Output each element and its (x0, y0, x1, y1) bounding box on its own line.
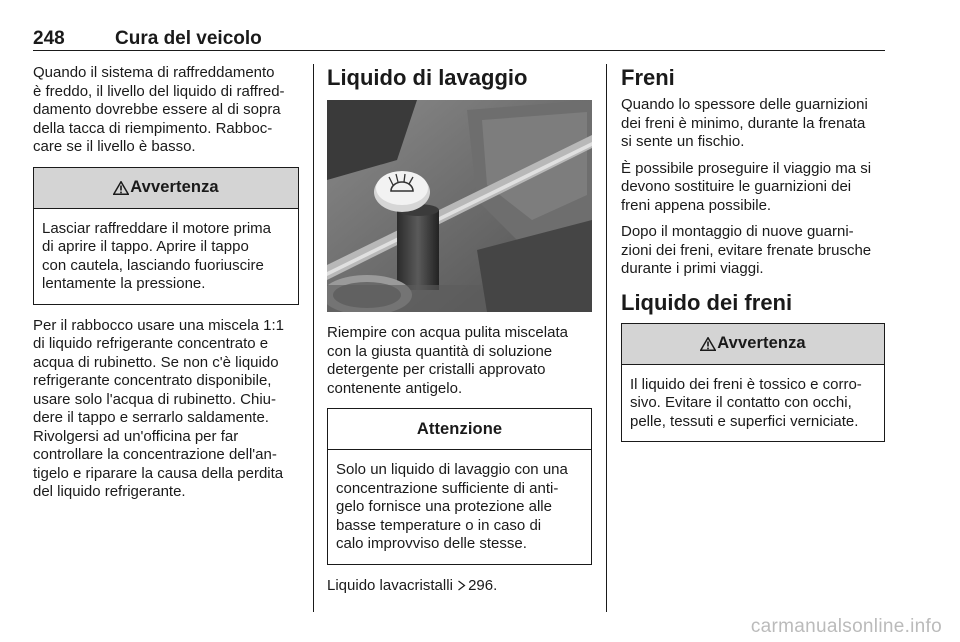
text-line: dere il tappo e serrarlo saldamente. (33, 409, 269, 426)
text-line: concentrazione sufficiente di anti- (336, 479, 559, 497)
text-line: di liquido refrigerante concentrato e (33, 335, 269, 352)
text-line: sivo. Evitare il contatto con occhi, (630, 394, 852, 411)
warning-title: Avvertenza (130, 178, 219, 196)
caution-box (327, 408, 592, 565)
text-line: Quando il sistema di raffreddamento (33, 64, 275, 81)
text-line: controllare la concentrazione dell'an- (33, 446, 277, 463)
text-line: care se il livello è basso. (33, 138, 196, 155)
warning-header (34, 168, 298, 209)
caution-header (328, 409, 591, 450)
reference-page: 296. (468, 576, 498, 594)
watermark: carmanualsonline.info (750, 616, 942, 637)
section-heading: Liquido di lavaggio (327, 65, 528, 90)
text-line: pelle, tessuti e superfici verniciate. (630, 412, 859, 430)
brakes-paragraph-3 (621, 223, 885, 279)
text-line: tigelo e riparare la causa della perdita (33, 464, 284, 482)
text-line: Dopo il montaggio di nuove guarni- (621, 223, 854, 240)
text-line: durante i primi viaggi. (621, 260, 764, 277)
text-line: Lasciar raffreddare il motore prima (42, 219, 271, 237)
warning-box (621, 323, 885, 443)
text-line: lentamente la pressione. (42, 275, 206, 292)
text-line: è freddo, il livello del liquido di raffred- (33, 82, 285, 100)
text-line: della tacca di riempimento. Rabboc- (33, 119, 273, 137)
warning-box (33, 167, 299, 305)
brakes-paragraph-1 (621, 96, 885, 152)
text-line: devono sostituire le guarnizioni dei (621, 178, 852, 195)
text-line: damento dovrebbe essere al di sopra (33, 101, 281, 118)
chapter-title: Cura del veicolo (115, 28, 262, 49)
text-line: Riempire con acqua pulita miscelata (327, 324, 568, 341)
coolant-body (33, 317, 299, 502)
washer-instructions (327, 324, 592, 398)
warning-body (34, 209, 298, 304)
text-line: Rivolgersi ad un'officina per far (33, 427, 239, 445)
text-line: con la giusta quantità di soluzione (327, 342, 553, 360)
text-line: con cautela, lasciando fuoriuscire (42, 256, 264, 274)
text-line: Il liquido dei freni è tossico e corro- (630, 375, 862, 393)
coolant-intro (33, 64, 299, 157)
column-1 (33, 64, 299, 502)
text-line: dei freni è minimo, durante la frenata (621, 114, 866, 132)
section-heading: Freni (621, 65, 675, 90)
text-line: refrigerante concentrato disponibile, (33, 372, 272, 389)
column-2 (327, 64, 592, 595)
text-line: Quando lo spessore delle guarnizioni (621, 96, 868, 113)
text-line: Per il rabbocco usare una miscela 1:1 (33, 316, 284, 334)
text-line: zioni dei freni, evitare frenate brusche (621, 241, 872, 259)
washer-reservoir-photo (327, 100, 592, 312)
text-line: È possibile proseguire il viaggio ma si (621, 159, 872, 177)
warning-triangle-icon (700, 337, 716, 351)
column-3 (621, 64, 885, 454)
caution-title: Attenzione (416, 419, 503, 438)
text-line: del liquido refrigerante. (33, 483, 186, 500)
section-heading: Liquido dei freni (621, 289, 793, 315)
warning-triangle-icon (113, 181, 129, 195)
page-reference-icon (457, 580, 466, 591)
text-line: calo improvviso delle stesse. (336, 535, 527, 552)
page-header (33, 26, 885, 51)
reference-text: Liquido lavacristalli (327, 576, 453, 594)
brakes-paragraph-2 (621, 160, 885, 216)
warning-title: Avvertenza (717, 334, 806, 352)
warning-body (622, 365, 884, 442)
text-line: di aprire il tappo. Aprire il tappo (42, 238, 249, 255)
text-line: si sente un fischio. (621, 133, 745, 150)
text-line: contenente antigelo. (327, 379, 463, 397)
column-divider (606, 64, 607, 612)
text-line: gelo fornisce una protezione alle (336, 498, 552, 515)
text-line: usare solo l'acqua di rubinetto. Chiu- (33, 390, 277, 408)
text-line: detergente per cristalli approvato (327, 361, 546, 378)
text-line: freni appena possibile. (621, 196, 772, 214)
warning-header (622, 324, 884, 365)
page-number: 248 (33, 28, 65, 49)
text-line: Solo un liquido di lavaggio con una (336, 461, 568, 478)
text-line: basse temperature o in caso di (336, 516, 542, 534)
text-line: acqua di rubinetto. Se non c'è liquido (33, 353, 279, 371)
page-reference[interactable] (327, 577, 592, 596)
column-divider (313, 64, 314, 612)
caution-body (328, 450, 591, 564)
